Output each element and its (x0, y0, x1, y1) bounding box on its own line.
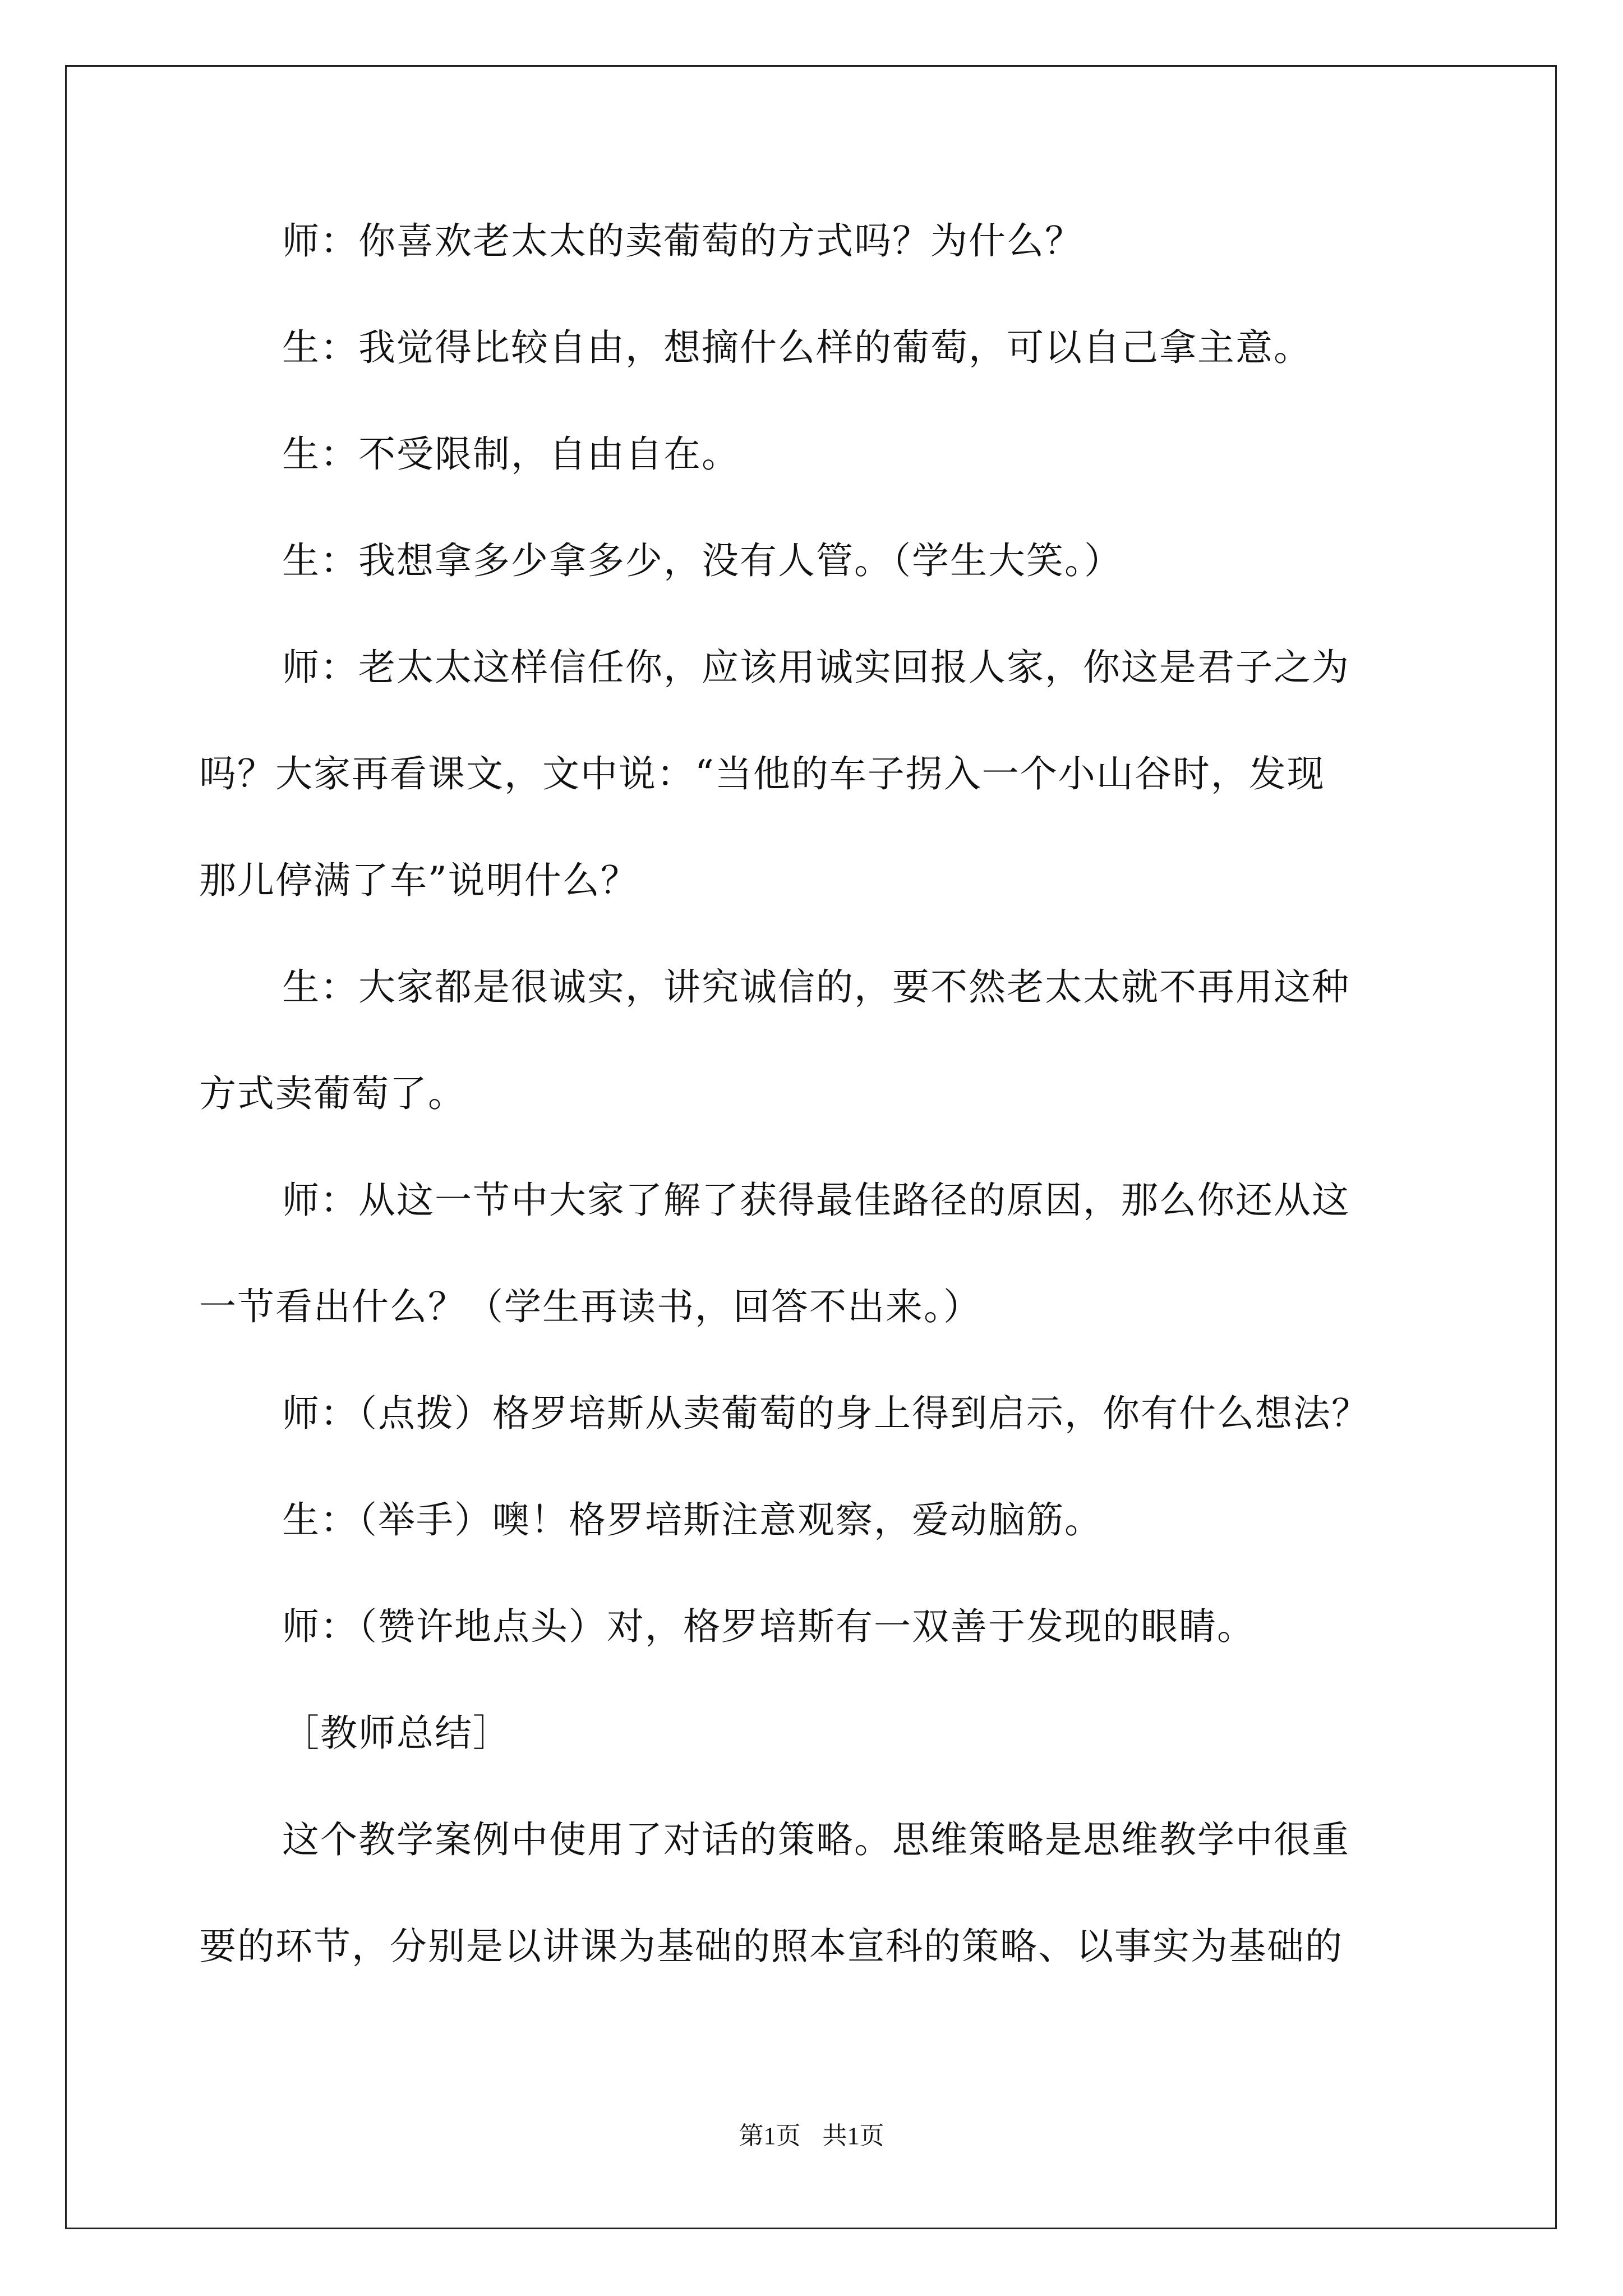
paragraph-line: 生：大家都是很诚实，讲究诚信的，要不然老太太就不再用这种 (282, 965, 1350, 1009)
paragraph-line: 师：（点拨）格罗培斯从卖葡萄的身上得到启示，你有什么想法？ (282, 1392, 1370, 1435)
paragraph-line: 师：你喜欢老太太的卖葡萄的方式吗？为什么？ (282, 219, 1083, 263)
paragraph-line: 师：老太太这样信任你，应该用诚实回报人家，你这是君子之为 (282, 646, 1350, 689)
paragraph-line: 师：从这一节中大家了解了获得最佳路径的原因，那么你还从这 (282, 1179, 1350, 1222)
paragraph-line: 生：不受限制，自由自在。 (282, 432, 740, 476)
paragraph-line: 方式卖葡萄了。 (199, 1072, 466, 1115)
page-border (65, 65, 1557, 2229)
page-footer (0, 2119, 1623, 2153)
paragraph-line: 吗？大家再看课文，文中说：“当他的车子拐入一个小山谷时，发现 (199, 752, 1325, 795)
page-number: 第1页 (739, 2122, 801, 2150)
paragraph-line: 生：我觉得比较自由，想摘什么样的葡萄，可以自己拿主意。 (282, 326, 1312, 369)
paragraph-line: 要的环节，分别是以讲课为基础的照本宣科的策略、以事实为基础的 (199, 1925, 1343, 1968)
paragraph-line: 师：（赞许地点头）对，格罗培斯有一双善于发现的眼睛。 (282, 1605, 1255, 1648)
paragraph-line: 生：（举手）噢！格罗培斯注意观察，爱动脑筋。 (282, 1498, 1103, 1542)
paragraph-line: 生：我想拿多少拿多少，没有人管。（学生大笑。） (282, 539, 1122, 582)
paragraph-line: 一节看出什么？（学生再读书，回答不出来。） (199, 1285, 981, 1328)
section-heading: ［教师总结］ (282, 1711, 511, 1755)
page-total: 共1页 (822, 2122, 884, 2150)
paragraph-line: 这个教学案例中使用了对话的策略。思维策略是思维教学中很重 (282, 1818, 1350, 1861)
paragraph-line: 那儿停满了车”说明什么？ (199, 859, 639, 902)
